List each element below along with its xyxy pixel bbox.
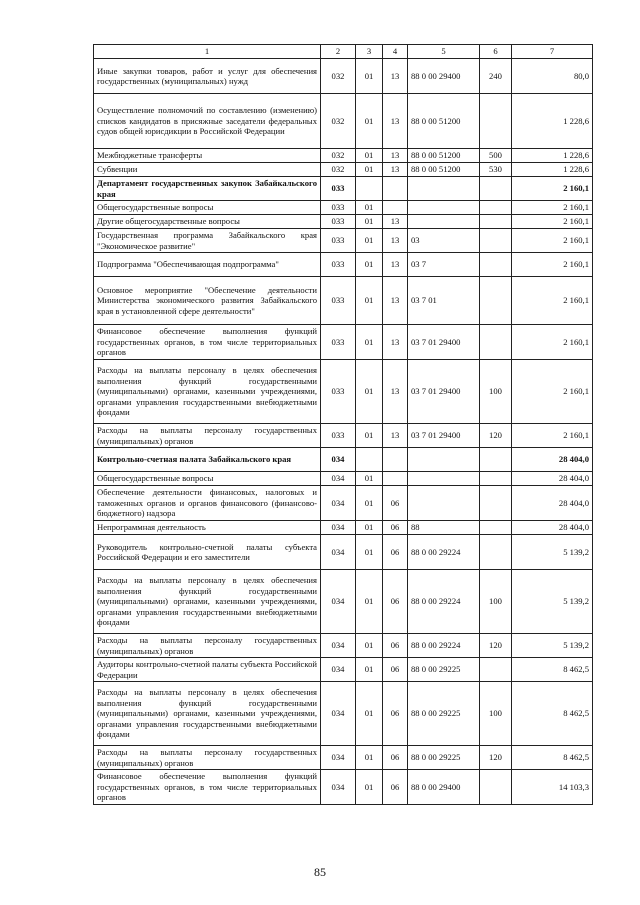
section-code: 01: [356, 682, 383, 746]
section-code: 01: [356, 424, 383, 448]
section-code: 01: [356, 535, 383, 570]
subsection-code: 13: [383, 149, 408, 163]
ministry-code: 033: [321, 424, 356, 448]
row-name: Расходы на выплаты персоналу государственных (муниципальных) органов: [94, 634, 321, 658]
section-code: 01: [356, 215, 383, 229]
target-article-code: 03 7: [408, 253, 480, 277]
ministry-code: 033: [321, 360, 356, 424]
table-row: [94, 163, 593, 177]
ministry-code: 033: [321, 201, 356, 215]
target-article-code: 88: [408, 521, 480, 535]
section-code: 01: [356, 94, 383, 149]
target-article-code: 03: [408, 229, 480, 253]
amount: 2 160,1: [512, 253, 593, 277]
table-row: [94, 521, 593, 535]
table-row: [94, 177, 593, 201]
expense-type-code: [480, 201, 512, 215]
target-article-code: 88 0 00 29400: [408, 59, 480, 94]
table-row: [94, 486, 593, 521]
table-row: [94, 253, 593, 277]
expense-type-code: 100: [480, 570, 512, 634]
amount: 2 160,1: [512, 325, 593, 360]
subsection-code: [383, 177, 408, 201]
amount: 5 139,2: [512, 634, 593, 658]
subsection-code: 06: [383, 634, 408, 658]
section-code: 01: [356, 634, 383, 658]
amount: 28 404,0: [512, 486, 593, 521]
table-row: [94, 448, 593, 472]
subsection-code: 13: [383, 59, 408, 94]
target-article-code: 03 7 01: [408, 277, 480, 325]
section-code: 01: [356, 229, 383, 253]
ministry-code: 033: [321, 325, 356, 360]
target-article-code: 88 0 00 29225: [408, 746, 480, 770]
expense-type-code: [480, 448, 512, 472]
table-row: [94, 325, 593, 360]
table-row: [94, 229, 593, 253]
subsection-code: 13: [383, 229, 408, 253]
row-name: Контрольно-счетная палата Забайкальского края: [94, 448, 321, 472]
amount: 1 228,6: [512, 163, 593, 177]
row-name: Расходы на выплаты персоналу в целях обеспечения выполнения функций государственными (муниципальными) органами, казенными учреждениями, органами управления государственными внебюджетными фондами: [94, 682, 321, 746]
target-article-code: 03 7 01 29400: [408, 325, 480, 360]
row-name: Общегосударственные вопросы: [94, 201, 321, 215]
section-code: [356, 448, 383, 472]
ministry-code: 033: [321, 177, 356, 201]
section-code: 01: [356, 325, 383, 360]
row-name: Государственная программа Забайкальского края "Экономическое развитие": [94, 229, 321, 253]
amount: 80,0: [512, 59, 593, 94]
row-name: Непрограммная деятельность: [94, 521, 321, 535]
expense-type-code: 500: [480, 149, 512, 163]
target-article-code: [408, 177, 480, 201]
table-row: [94, 472, 593, 486]
table-row: [94, 746, 593, 770]
ministry-code: 034: [321, 634, 356, 658]
table-row: [94, 360, 593, 424]
row-name: Финансовое обеспечение выполнения функций государственных органов, в том числе территориальных органов: [94, 325, 321, 360]
target-article-code: [408, 472, 480, 486]
table-row: [94, 424, 593, 448]
subsection-code: 06: [383, 521, 408, 535]
subsection-code: 06: [383, 486, 408, 521]
ministry-code: 033: [321, 277, 356, 325]
expense-type-code: [480, 658, 512, 682]
row-name: Иные закупки товаров, работ и услуг для обеспечения государственных (муниципальных) нужд: [94, 59, 321, 94]
subsection-code: 13: [383, 360, 408, 424]
section-code: 01: [356, 658, 383, 682]
amount: 8 462,5: [512, 658, 593, 682]
target-article-code: 88 0 00 29224: [408, 535, 480, 570]
subsection-code: 06: [383, 746, 408, 770]
ministry-code: 033: [321, 229, 356, 253]
expense-type-code: [480, 277, 512, 325]
amount: 2 160,1: [512, 360, 593, 424]
expense-type-code: [480, 535, 512, 570]
expense-type-code: [480, 253, 512, 277]
subsection-code: 06: [383, 658, 408, 682]
ministry-code: 034: [321, 570, 356, 634]
ministry-code: 034: [321, 682, 356, 746]
expense-type-code: [480, 94, 512, 149]
budget-table-page: [93, 44, 592, 805]
section-code: [356, 177, 383, 201]
subsection-code: 06: [383, 570, 408, 634]
ministry-code: 034: [321, 486, 356, 521]
expense-type-code: 530: [480, 163, 512, 177]
subsection-code: [383, 472, 408, 486]
section-code: 01: [356, 360, 383, 424]
amount: 28 404,0: [512, 472, 593, 486]
ministry-code: 034: [321, 770, 356, 805]
subsection-code: [383, 448, 408, 472]
target-article-code: 88 0 00 29225: [408, 658, 480, 682]
subsection-code: 13: [383, 94, 408, 149]
budget-table: [93, 44, 593, 805]
amount: 2 160,1: [512, 215, 593, 229]
target-article-code: 88 0 00 29224: [408, 634, 480, 658]
ministry-code: 034: [321, 658, 356, 682]
target-article-code: 03 7 01 29400: [408, 424, 480, 448]
amount: 2 160,1: [512, 177, 593, 201]
amount: 8 462,5: [512, 746, 593, 770]
target-article-code: 03 7 01 29400: [408, 360, 480, 424]
subsection-code: 06: [383, 682, 408, 746]
row-name: Подпрограмма "Обеспечивающая подпрограмма": [94, 253, 321, 277]
subsection-code: 13: [383, 325, 408, 360]
expense-type-code: [480, 229, 512, 253]
row-name: Расходы на выплаты персоналу в целях обеспечения выполнения функций государственными (муниципальными) органами, казенными учреждениями, органами управления государственными внебюджетными фондами: [94, 570, 321, 634]
row-name: Расходы на выплаты персоналу государственных (муниципальных) органов: [94, 424, 321, 448]
section-code: 01: [356, 486, 383, 521]
row-name: Департамент государственных закупок Забайкальского края: [94, 177, 321, 201]
table-row: [94, 59, 593, 94]
page-number: 85: [314, 865, 326, 879]
ministry-code: 032: [321, 94, 356, 149]
target-article-code: [408, 201, 480, 215]
target-article-code: 88 0 00 51200: [408, 163, 480, 177]
target-article-code: 88 0 00 29400: [408, 770, 480, 805]
target-article-code: [408, 448, 480, 472]
table-row: [94, 94, 593, 149]
amount: 28 404,0: [512, 448, 593, 472]
expense-type-code: [480, 486, 512, 521]
section-code: 01: [356, 570, 383, 634]
column-header: 2: [321, 45, 356, 59]
section-code: 01: [356, 472, 383, 486]
table-row: [94, 149, 593, 163]
column-header: 7: [512, 45, 593, 59]
row-name: Общегосударственные вопросы: [94, 472, 321, 486]
ministry-code: 032: [321, 163, 356, 177]
expense-type-code: [480, 177, 512, 201]
column-header: 6: [480, 45, 512, 59]
subsection-code: 06: [383, 535, 408, 570]
table-row: [94, 277, 593, 325]
amount: 5 139,2: [512, 570, 593, 634]
table-row: [94, 682, 593, 746]
target-article-code: 88 0 00 51200: [408, 149, 480, 163]
ministry-code: 032: [321, 59, 356, 94]
subsection-code: 06: [383, 770, 408, 805]
section-code: 01: [356, 277, 383, 325]
expense-type-code: [480, 770, 512, 805]
subsection-code: [383, 201, 408, 215]
section-code: 01: [356, 770, 383, 805]
ministry-code: 034: [321, 746, 356, 770]
expense-type-code: [480, 325, 512, 360]
ministry-code: 033: [321, 215, 356, 229]
target-article-code: [408, 215, 480, 229]
expense-type-code: 100: [480, 360, 512, 424]
subsection-code: 13: [383, 215, 408, 229]
amount: 14 103,3: [512, 770, 593, 805]
subsection-code: 13: [383, 163, 408, 177]
subsection-code: 13: [383, 424, 408, 448]
expense-type-code: [480, 215, 512, 229]
expense-type-code: 120: [480, 424, 512, 448]
expense-type-code: 120: [480, 634, 512, 658]
table-row: [94, 201, 593, 215]
expense-type-code: 100: [480, 682, 512, 746]
column-header: 1: [94, 45, 321, 59]
target-article-code: 88 0 00 29225: [408, 682, 480, 746]
amount: 8 462,5: [512, 682, 593, 746]
target-article-code: [408, 486, 480, 521]
table-row: [94, 535, 593, 570]
ministry-code: 034: [321, 472, 356, 486]
expense-type-code: 240: [480, 59, 512, 94]
section-code: 01: [356, 253, 383, 277]
column-header: 4: [383, 45, 408, 59]
ministry-code: 034: [321, 521, 356, 535]
row-name: Расходы на выплаты персоналу государственных (муниципальных) органов: [94, 746, 321, 770]
column-header: 3: [356, 45, 383, 59]
amount: 2 160,1: [512, 424, 593, 448]
amount: 1 228,6: [512, 149, 593, 163]
row-name: Обеспечение деятельности финансовых, налоговых и таможенных органов и органов финансового (финансово-бюджетного) надзора: [94, 486, 321, 521]
section-code: 01: [356, 201, 383, 215]
row-name: Расходы на выплаты персоналу в целях обеспечения выполнения функций государственными (муниципальными) органами, казенными учреждениями, органами управления государственными внебюджетными фондами: [94, 360, 321, 424]
table-body: [94, 45, 593, 805]
amount: 5 139,2: [512, 535, 593, 570]
subsection-code: 13: [383, 253, 408, 277]
expense-type-code: [480, 521, 512, 535]
table-row: [94, 570, 593, 634]
ministry-code: 032: [321, 149, 356, 163]
amount: 28 404,0: [512, 521, 593, 535]
row-name: Межбюджетные трансферты: [94, 149, 321, 163]
ministry-code: 034: [321, 448, 356, 472]
table-row: [94, 215, 593, 229]
target-article-code: 88 0 00 29224: [408, 570, 480, 634]
amount: 2 160,1: [512, 201, 593, 215]
row-name: Другие общегосударственные вопросы: [94, 215, 321, 229]
target-article-code: 88 0 00 51200: [408, 94, 480, 149]
row-name: Субвенции: [94, 163, 321, 177]
amount: 2 160,1: [512, 277, 593, 325]
table-row: [94, 770, 593, 805]
row-name: Руководитель контрольно-счетной палаты субъекта Российской Федерации и его заместители: [94, 535, 321, 570]
section-code: 01: [356, 746, 383, 770]
section-code: 01: [356, 163, 383, 177]
table-row: [94, 658, 593, 682]
amount: 2 160,1: [512, 229, 593, 253]
row-name: Финансовое обеспечение выполнения функций государственных органов, в том числе территориальных органов: [94, 770, 321, 805]
amount: 1 228,6: [512, 94, 593, 149]
section-code: 01: [356, 521, 383, 535]
expense-type-code: 120: [480, 746, 512, 770]
table-row: [94, 634, 593, 658]
ministry-code: 033: [321, 253, 356, 277]
row-name: Аудиторы контрольно-счетной палаты субъекта Российской Федерации: [94, 658, 321, 682]
row-name: Осуществление полномочий по составлению (изменению) списков кандидатов в присяжные заседатели федеральных судов общей юрисдикции в Российской Федерации: [94, 94, 321, 149]
expense-type-code: [480, 472, 512, 486]
row-name: Основное мероприятие "Обеспечение деятельности Министерства экономического развития Забайкальского края в установленной сфере деятельности": [94, 277, 321, 325]
table-header-row: [94, 45, 593, 59]
column-header: 5: [408, 45, 480, 59]
ministry-code: 034: [321, 535, 356, 570]
subsection-code: 13: [383, 277, 408, 325]
section-code: 01: [356, 149, 383, 163]
section-code: 01: [356, 59, 383, 94]
